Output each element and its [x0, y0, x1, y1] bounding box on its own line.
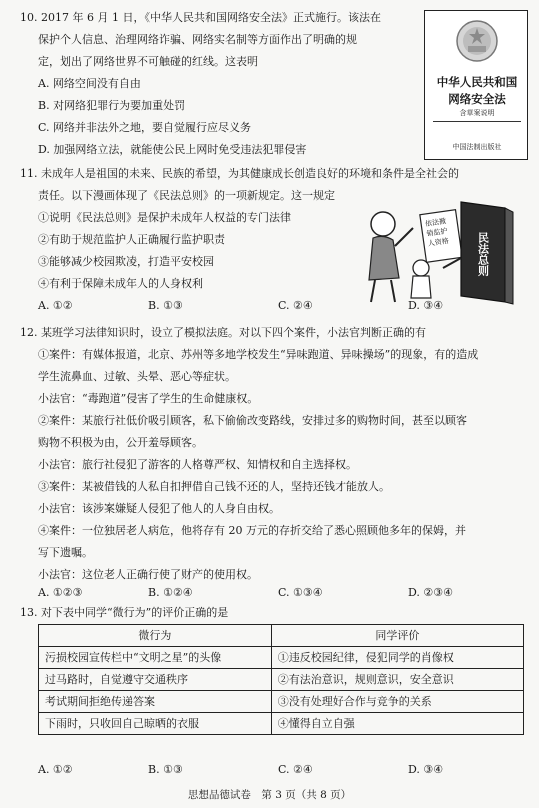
table-cell: 过马路时，自觉遵守交通秩序 — [39, 669, 272, 691]
q13-option-d: D. ③④ — [408, 763, 444, 776]
q10-stem-line1: 10. 2017 年 6 月 1 日，《中华人民共和国网络安全法》正式施行。该法在 — [20, 11, 381, 24]
table-row — [39, 713, 524, 735]
q11-statement-1: ①说明《民法总则》是保护未成年人权益的专门法律 — [38, 211, 291, 224]
table-header-row — [39, 625, 524, 647]
table-cell: ③没有处理好合作与竞争的关系 — [271, 691, 523, 713]
table-cell: 污损校园宣传栏中“文明之星”的头像 — [39, 647, 272, 669]
q12-judge3: 小法官：该涉案嫌疑人侵犯了他人的人身自由权。 — [38, 502, 280, 515]
q12-case4-line1: ④案件：一位独居老人病危，他将存有 20 万元的存折交给了悉心照顾他多年的保姆，并 — [38, 524, 466, 537]
q10-stem-line3: 定，划出了网络世界不可触碰的红线。这表明 — [38, 55, 258, 68]
cartoon-book-title: 民法总则 — [476, 232, 490, 276]
q12-option-a: A. ①②③ — [38, 586, 83, 599]
cover-divider — [433, 121, 521, 122]
q12-stem: 12. 某班学习法律知识时，设立了模拟法庭。对以下四个案件，小法官判断正确的有 — [20, 326, 426, 339]
q10-option-b: B. 对网络犯罪行为要加重处罚 — [38, 99, 186, 112]
q12-case1-line1: ①案件：有媒体报道，北京、苏州等多地学校发生“异味跑道、异味操场”的现象，有的造成 — [38, 348, 479, 361]
q11-statement-4: ④有利于保障未成年人的人身权利 — [38, 277, 203, 290]
q12-case1-line2: 学生流鼻血、过敏、头晕、恶心等症状。 — [38, 370, 236, 383]
table-row — [39, 669, 524, 691]
q12-case2-line2: 购物不积极为由，公开羞辱顾客。 — [38, 436, 203, 449]
q11-option-b: B. ①③ — [148, 299, 183, 312]
q11-option-a: A. ①② — [38, 299, 73, 312]
q12-judge1: 小法官：“毒跑道”侵害了学生的生命健康权。 — [38, 392, 259, 405]
table-cell: ①违反校园纪律，侵犯同学的肖像权 — [271, 647, 523, 669]
q12-option-c: C. ①③④ — [278, 586, 323, 599]
table-row — [39, 691, 524, 713]
q13-option-c: C. ②④ — [278, 763, 313, 776]
national-emblem-icon — [455, 19, 499, 63]
cover-subtitle: 含草案说明 — [459, 109, 495, 117]
table-cell: ④懂得自立自强 — [271, 713, 523, 735]
cover-publisher: 中国法制出版社 — [452, 143, 502, 151]
q13-stem: 13. 对下表中同学“微行为”的评价正确的是 — [20, 606, 229, 619]
q11-statement-2: ②有助于规范监护人正确履行监护职责 — [38, 233, 225, 246]
q12-case3: ③案件：某被借钱的人私自扣押借自己钱不还的人，坚持还钱才能放人。 — [38, 480, 390, 493]
table-row — [39, 647, 524, 669]
q10-stem-line2: 保护个人信息、治理网络诈骗、网络实名制等方面作出了明确的规 — [38, 33, 357, 46]
table-header: 同学评价 — [271, 625, 523, 647]
cover-title-line1: 中华人民共和国 — [436, 75, 518, 89]
table-cell: ②有法治意识，规则意识，安全意识 — [271, 669, 523, 691]
q11-statement-3: ③能够减少校园欺凌，打造平安校园 — [38, 255, 214, 268]
q10-option-a: A. 网络空间没有自由 — [38, 77, 141, 90]
page-footer: 思想品德试卷 第 3 页（共 8 页） — [187, 789, 352, 801]
q12-option-d: D. ②③④ — [408, 586, 454, 599]
table-cell: 考试期间拒绝传递答案 — [39, 691, 272, 713]
q13-option-a: A. ①② — [38, 763, 73, 776]
table-cell: 下雨时，只收回自己晾晒的衣服 — [39, 713, 272, 735]
q11-option-d: D. ③④ — [408, 299, 444, 312]
q13-option-b: B. ①③ — [148, 763, 183, 776]
q10-option-c: C. 网络并非法外之地，要自觉履行应尽义务 — [38, 121, 252, 134]
q12-case2-line1: ②案件：某旅行社低价吸引顾客，私下偷偷改变路线，安排过多的购物时间，甚至以顾客 — [38, 414, 467, 427]
cartoon-sign-text: 依法撤销监护人资格 — [424, 217, 450, 248]
q12-option-b: B. ①②④ — [148, 586, 193, 599]
q11-stem-line1: 11. 未成年人是祖国的未来、民族的希望，为其健康成长创造良好的环境和条件是全社会的 — [20, 167, 459, 180]
cover-title-line2: 网络安全法 — [448, 92, 506, 106]
q12-judge4: 小法官：这位老人正确行使了财产的使用权。 — [38, 568, 258, 581]
cartoon-illustration — [355, 198, 525, 308]
q12-judge2: 小法官：旅行社侵犯了游客的人格尊严权、知情权和自主选择权。 — [38, 458, 357, 471]
q10-option-d: D. 加强网络立法，就能使公民上网时免受违法犯罪侵害 — [38, 143, 307, 156]
law-book-cover — [424, 10, 528, 160]
q12-case4-line2: 写下遗嘱。 — [38, 546, 93, 559]
table-header: 微行为 — [39, 625, 272, 647]
q13-evaluation-table — [38, 624, 524, 735]
q11-option-c: C. ②④ — [278, 299, 313, 312]
q11-stem-line2: 责任。以下漫画体现了《民法总则》的一项新规定。这一规定 — [38, 189, 335, 202]
